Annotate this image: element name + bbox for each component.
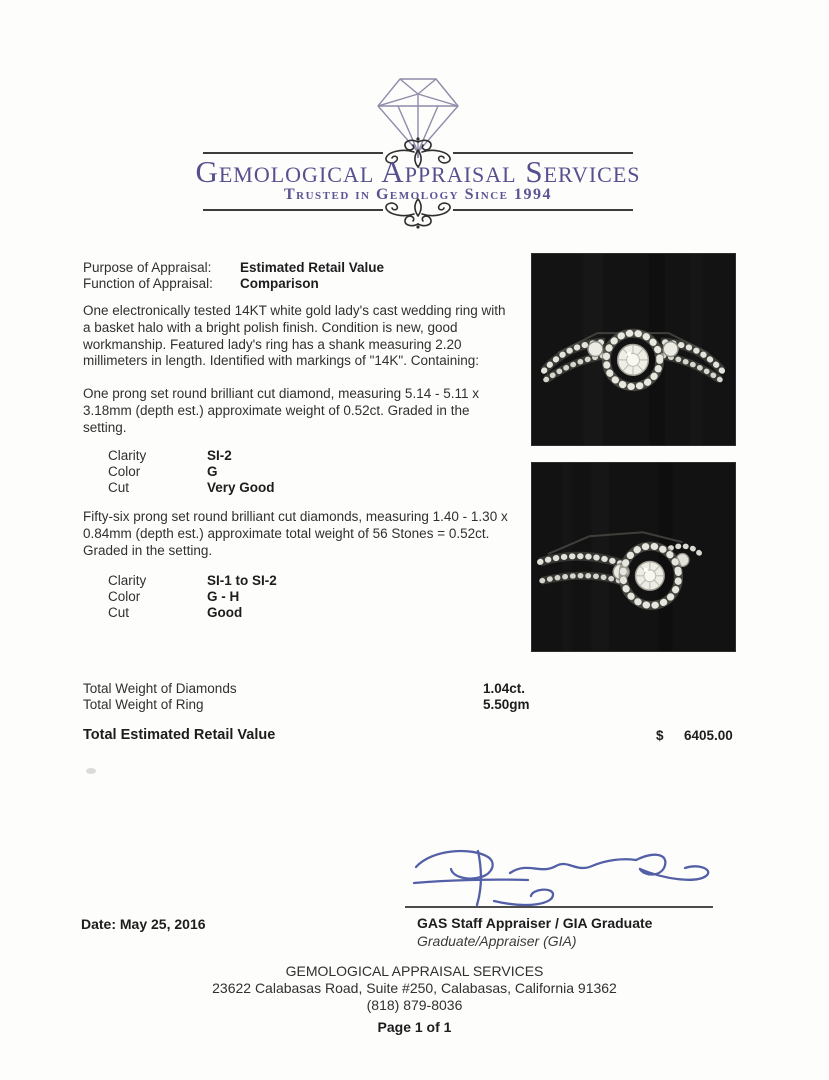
stone2-color-value: G - H	[207, 589, 240, 604]
item-description-main: One electronically tested 14KT white gold lady's cast wedding ring with a basket halo with a bright polish finish. Condition is new, good workmanship. Featured lady's ring has a shank measuring 2.20 millimeters in length. Identified with markings of "14K". Containing:	[83, 303, 506, 369]
ring-photo-front	[531, 253, 736, 446]
stone2-clarity-label: Clarity	[108, 573, 147, 588]
scan-smudge	[86, 768, 96, 774]
signature-line	[405, 906, 713, 908]
total-ring-weight-value: 5.50gm	[483, 697, 530, 712]
stone1-color-value: G	[207, 464, 218, 479]
scroll-ornament-bottom-icon	[380, 196, 456, 230]
date-line: Date: May 25, 2016	[81, 916, 206, 932]
header-rule-left-2	[203, 209, 383, 211]
retail-currency-symbol: $	[656, 728, 664, 743]
company-tagline: Trusted in Gemology Since 1994	[283, 186, 553, 203]
ring-photo-angled	[531, 462, 736, 652]
appraiser-title: GAS Staff Appraiser / GIA Graduate	[417, 915, 653, 931]
appraiser-subtitle: Graduate/Appraiser (GIA)	[417, 933, 577, 949]
stone2-clarity-value: SI-1 to SI-2	[207, 573, 277, 588]
retail-value-label: Total Estimated Retail Value	[83, 727, 276, 743]
stone1-clarity-value: SI-2	[207, 448, 232, 463]
footer-phone: (818) 879-8036	[366, 997, 463, 1013]
stone2-color-label: Color	[108, 589, 141, 604]
stone1-cut-value: Very Good	[207, 480, 275, 495]
retail-amount: 6405.00	[684, 728, 733, 743]
purpose-label: Purpose of Appraisal:	[83, 260, 212, 275]
purpose-value: Estimated Retail Value	[240, 260, 385, 275]
page-number: Page 1 of 1	[377, 1019, 452, 1035]
appraiser-signature	[398, 843, 720, 911]
stone2-description: Fifty-six prong set round brilliant cut diamonds, measuring 1.40 - 1.30 x 0.84mm (depth est.) approximate total weight of 56 Stones = 0.52ct. Graded in the setting.	[83, 509, 508, 558]
stone1-cut-label: Cut	[108, 480, 130, 495]
stone1-color-label: Color	[108, 464, 141, 479]
footer-company: GEMOLOGICAL APPRAISAL SERVICES	[285, 963, 544, 979]
function-label: Function of Appraisal:	[83, 276, 213, 291]
total-diamonds-label: Total Weight of Diamonds	[83, 681, 237, 696]
stone2-cut-label: Cut	[108, 605, 130, 620]
header-rule-right-2	[453, 209, 633, 211]
total-diamonds-value: 1.04ct.	[483, 681, 526, 696]
company-name: Gemological Appraisal Services	[195, 154, 641, 189]
footer-address: 23622 Calabasas Road, Suite #250, Calabasas, California 91362	[212, 980, 617, 996]
stone1-clarity-label: Clarity	[108, 448, 147, 463]
function-value: Comparison	[240, 276, 319, 291]
stone2-cut-value: Good	[207, 605, 243, 620]
stone1-description: One prong set round brilliant cut diamond, measuring 5.14 - 5.11 x 3.18mm (depth est.) approximate weight of 0.52ct. Graded in the setting.	[83, 386, 479, 435]
total-ring-weight-label: Total Weight of Ring	[83, 697, 204, 712]
